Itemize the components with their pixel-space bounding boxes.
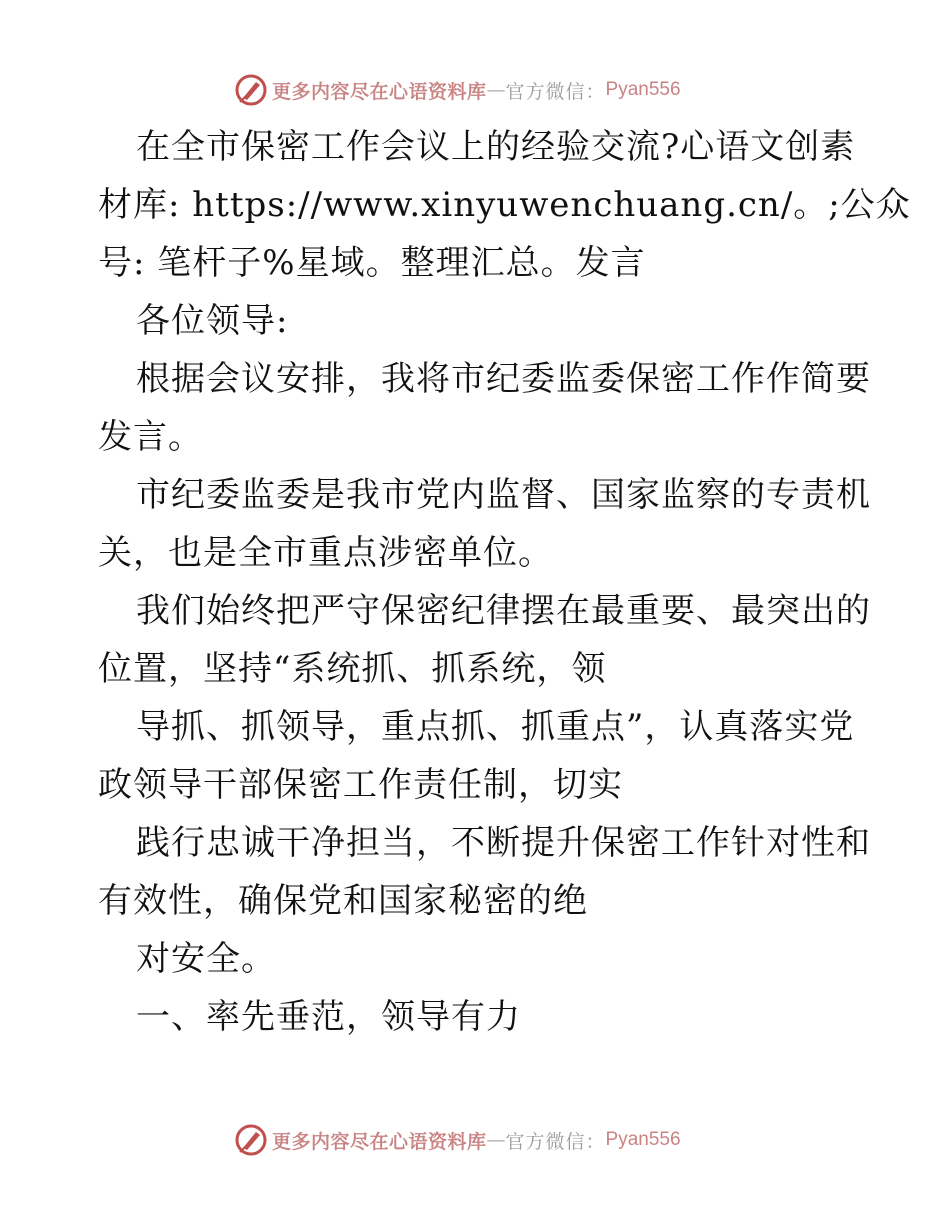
paragraph-line: 发言。	[98, 417, 203, 457]
banner-dash: —	[486, 79, 506, 101]
banner-wechat-id: Pyan556	[605, 79, 681, 100]
paragraph-line: 践行忠诚干净担当，不断提升保密工作针对性和	[136, 823, 871, 863]
paragraph-line: 市纪委监委是我市党内监督、国家监察的专责机	[136, 475, 871, 515]
paragraph-line: 位置，坚持“系统抓、抓系统，领	[98, 649, 607, 689]
banner-dash: —	[486, 1129, 506, 1151]
paragraph-line: 我们始终把严守保密纪律摆在最重要、最突出的	[136, 591, 871, 631]
banner-wechat-id: Pyan556	[605, 1129, 681, 1150]
section-heading: 一、率先垂范，领导有力	[136, 997, 521, 1037]
banner-wechat-label: 官方微信：	[505, 80, 606, 103]
paragraph-line: 政领导干部保密工作责任制，切实	[98, 765, 623, 805]
paragraph-line: 各位领导:	[136, 301, 289, 341]
paragraph-line: 材库: https://www.xinyuwenchuang.cn/。;公众	[98, 185, 911, 225]
paragraph-line: 根据会议安排，我将市纪委监委保密工作作简要	[136, 359, 871, 399]
banner-main-text: 更多内容尽在心语资料库	[272, 80, 487, 103]
document-body	[98, 118, 911, 1046]
paragraph-line: 对安全。	[136, 939, 276, 979]
brush-logo-icon	[234, 1123, 268, 1157]
header-banner	[0, 70, 950, 110]
paragraph-line: 有效性，确保党和国家秘密的绝	[98, 881, 588, 921]
banner-wechat-label: 官方微信：	[505, 1130, 606, 1153]
paragraph-line: 导抓、抓领导，重点抓、抓重点”，认真落实党	[136, 707, 855, 747]
banner-main-text: 更多内容尽在心语资料库	[272, 1130, 487, 1153]
paragraph-line: 号: 笔杆子%星域。整理汇总。发言	[98, 243, 646, 283]
footer-banner	[0, 1120, 950, 1160]
paragraph-line: 在全市保密工作会议上的经验交流?心语文创素	[136, 127, 856, 167]
paragraph-line: 关，也是全市重点涉密单位。	[98, 533, 553, 573]
brush-logo-icon	[234, 73, 268, 107]
